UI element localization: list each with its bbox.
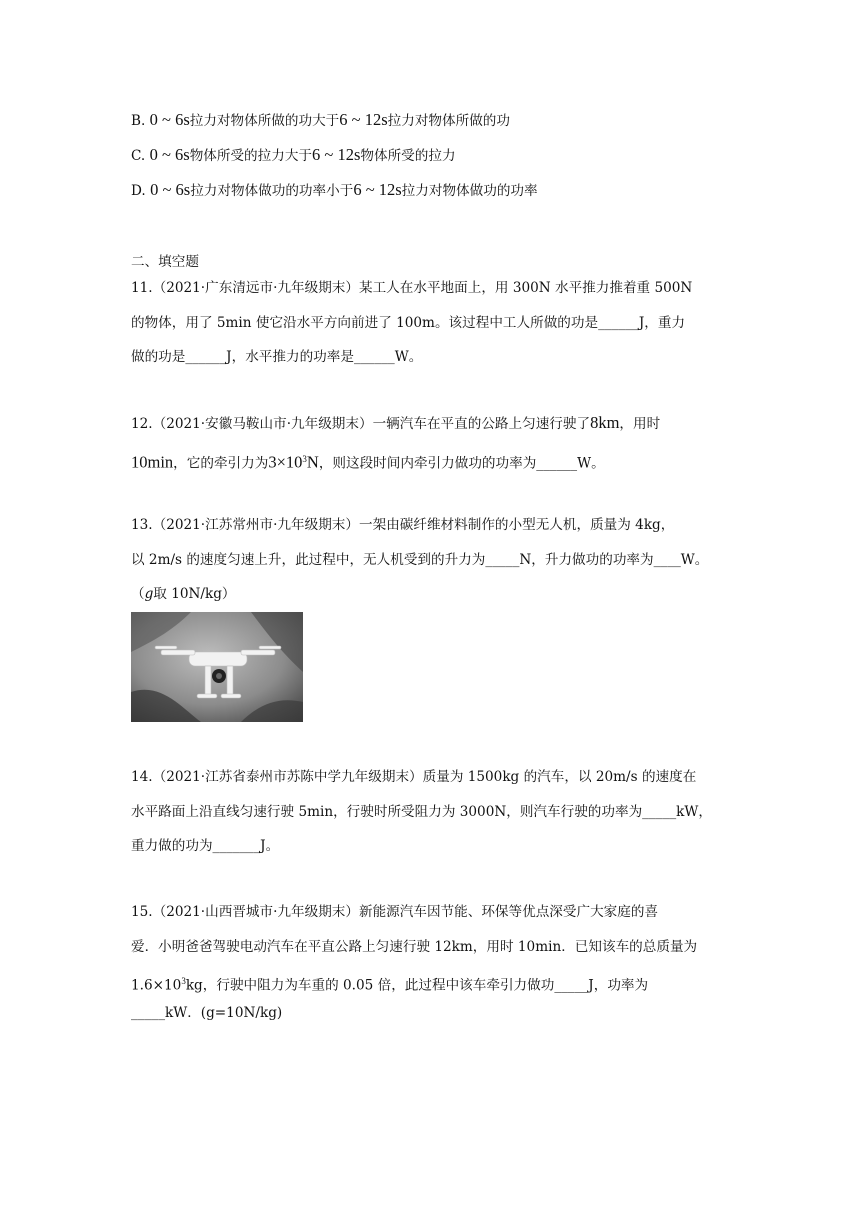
- option-b: [131, 110, 510, 131]
- q11-line3: 做的功是______J，水平推力的功率是______W。: [131, 349, 423, 365]
- option-d: [131, 180, 538, 201]
- drone-photo: [131, 612, 303, 722]
- q13-line3: [131, 584, 236, 604]
- drone-image: [131, 612, 303, 722]
- q15-exponent: 3: [181, 976, 186, 986]
- option-text: 拉力对物体做功的功率: [401, 183, 538, 199]
- option-text: 拉力对物体所做的功大于: [189, 113, 340, 129]
- q11-line1: 11.（2021·广东清远市·九年级期末）某工人在水平地面上，用 300N 水平推力推着重 500N: [131, 280, 693, 296]
- time-range: 0 ~ 6s: [149, 145, 190, 164]
- q13-text: 取 10N/kg）: [153, 586, 236, 602]
- q15-line3: [131, 971, 648, 996]
- q12-force: 3×10: [268, 452, 303, 472]
- q15-text: kg，行驶中阻力为车重的 0.05 倍，此过程中该车牵引力做功_____J，功率为: [185, 977, 649, 994]
- q12-line2: [131, 449, 605, 474]
- q13-g: g: [144, 586, 154, 602]
- time-range: 6 ~ 12s: [353, 180, 402, 199]
- q12-text: ，则这段时间内牵引力做功的功率为______W。: [318, 455, 605, 472]
- time-range: 0 ~ 6s: [149, 110, 190, 129]
- q15-line2: 爱．小明爸爸驾驶电动汽车在平直公路上匀速行驶 12km，用时 10min．已知该车的总质量为: [131, 939, 698, 955]
- option-text: 拉力对物体所做的功: [387, 113, 510, 129]
- q12-exponent: 3: [302, 454, 307, 464]
- time-range: 0 ~ 6s: [150, 180, 191, 199]
- q12-unit: N: [306, 452, 319, 472]
- option-text: 拉力对物体做功的功率小于: [190, 183, 354, 199]
- q12-distance: 8km: [590, 413, 620, 432]
- q12-time: 10min: [131, 452, 174, 472]
- q11-line2: 的物体，用了 5min 使它沿水平方向前进了 100m。该过程中工人所做的功是______J，重力: [131, 315, 686, 331]
- q15-line1: 15.（2021·山西晋城市·九年级期末）新能源汽车因节能、环保等优点深受广大家庭的喜: [131, 904, 659, 920]
- q13-paren: （: [131, 586, 145, 602]
- q12-line1: [131, 413, 660, 434]
- time-range: 6 ~ 12s: [339, 110, 388, 129]
- option-text: 物体所受的拉力: [360, 148, 456, 164]
- q14-line3: 重力做的功为_______J。: [131, 838, 280, 854]
- time-range: 6 ~ 12s: [312, 145, 361, 164]
- q15-mass: 1.6×10: [131, 977, 182, 994]
- option-letter: C.: [131, 148, 146, 164]
- option-letter: D.: [131, 183, 146, 199]
- q15-line4: _____kW．(g=10N/kg): [131, 1005, 283, 1021]
- q14-line2: 水平路面上沿直线匀速行驶 5min，行驶时所受阻力为 3000N，则汽车行驶的功率为_____kW，: [131, 804, 712, 820]
- option-c: [131, 145, 456, 166]
- q13-line2: 以 2m/s 的速度匀速上升，此过程中，无人机受到的升力为_____N，升力做功的功率为____W。: [131, 552, 709, 568]
- q12-text: ，它的牵引力为: [173, 455, 269, 472]
- section-title: 二、填空题: [131, 254, 199, 270]
- option-letter: B.: [131, 113, 146, 129]
- q13-line1: 13.（2021·江苏常州市·九年级期末）一架由碳纤维材料制作的小型无人机，质量为 4kg，: [131, 517, 675, 533]
- q12-text: ，用时: [619, 416, 661, 432]
- q14-line1: 14.（2021·江苏省泰州市苏陈中学九年级期末）质量为 1500kg 的汽车，以 20m/s 的速度在: [131, 769, 697, 785]
- q12-text: 12.（2021·安徽马鞍山市·九年级期末）一辆汽车在平直的公路上匀速行驶了: [131, 416, 591, 432]
- option-text: 物体所受的拉力大于: [189, 148, 313, 164]
